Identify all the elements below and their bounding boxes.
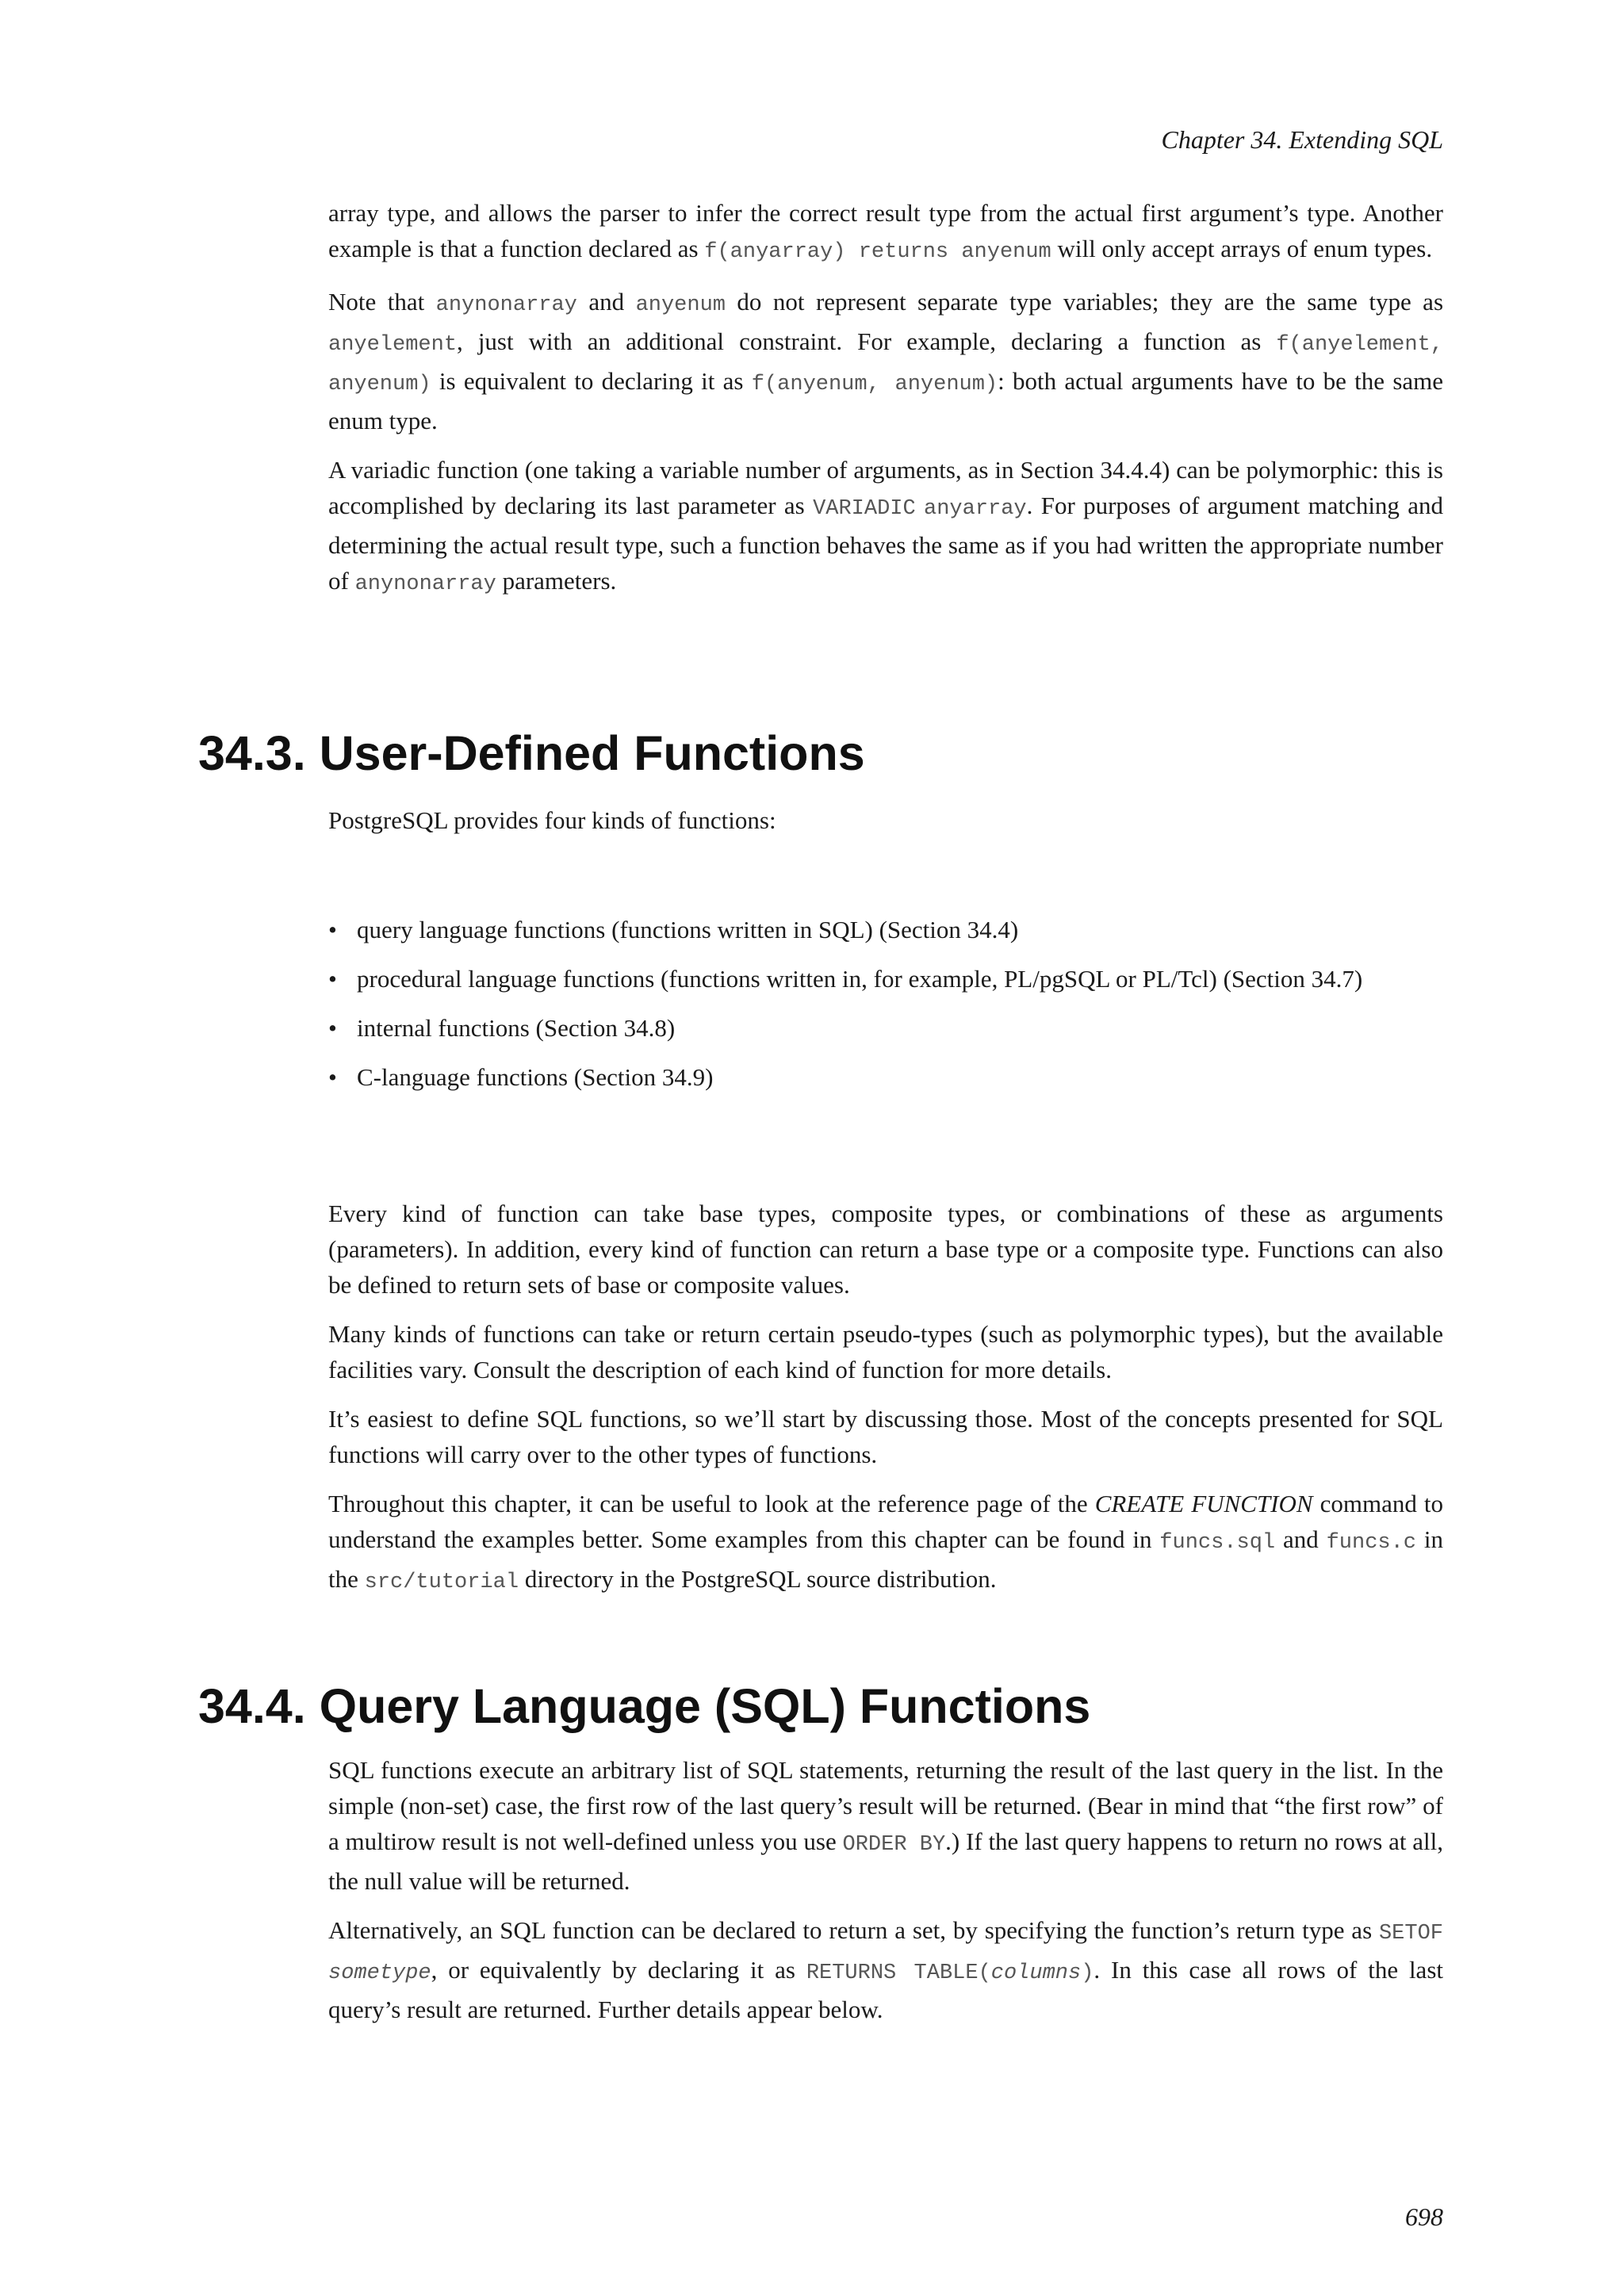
paragraph: Alternatively, an SQL function can be declared to return a set, by specifying the function’s return type as SETOF sometype, or equivalently by declaring it as RETURNS TABLE(columns). In this case all rows of the last query’s result are returned. Further details appear below. xyxy=(328,1916,1443,2023)
intro-paragraph-3: A variadic function (one taking a variable number of arguments, as in Section 34.4.4) can be polymorphic: this is accomplished by declaring its last parameter as VARIADIC anyarray. For purposes of argument matching and determining the actual result type, such a function behaves the same as if you had written the appropriate number of anynonarray parameters. xyxy=(328,456,1444,596)
section-34-3-lead xyxy=(328,802,1443,838)
paragraph: Many kinds of functions can take or return certain pseudo-types (such as polymorphic types), but the available facilities vary. Consult the description of each kind of function for more details. xyxy=(328,1320,1443,1383)
section-34-4-body xyxy=(328,1752,1443,2027)
list-item: • query language functions (functions written in SQL) (Section 34.4) xyxy=(328,912,1443,947)
list-item: • procedural language functions (functions written in, for example, PL/pgSQL or PL/Tcl) (Section 34.7) xyxy=(328,961,1443,997)
running-header: Chapter 34. Extending SQL xyxy=(1161,125,1443,154)
intro-paragraphs xyxy=(328,195,1443,603)
section-heading-34-3: 34.3. User-Defined Functions xyxy=(198,726,865,780)
intro-paragraph-2: Note that anynonarray and anyenum do not represent separate type variables; they are the same type as anyelement, just with an additional constraint. For example, declaring a function as f(anyelement, anyenum) is equivalent to declaring it as f(anyenum, anyenum): both actual arguments have to be the same enum type. xyxy=(328,288,1444,434)
paragraph: Every kind of function can take base types, composite types, or combinations of these as arguments (parameters). In addition, every kind of function can return a base type or a composite type. Functions can also be defined to return sets of base or composite values. xyxy=(328,1200,1443,1299)
list-item: • C-language functions (Section 34.9) xyxy=(328,1059,1443,1095)
section-heading-34-4: 34.4. Query Language (SQL) Functions xyxy=(198,1679,1091,1733)
list-item: • internal functions (Section 34.8) xyxy=(328,1010,1443,1046)
function-kinds-list xyxy=(328,912,1443,1108)
lead-paragraph: PostgreSQL provides four kinds of functions: xyxy=(328,806,776,834)
section-34-3-body xyxy=(328,1196,1443,1601)
paragraph: Throughout this chapter, it can be useful to look at the reference page of the CREATE FUNCTION command to understand the examples better. Some examples from this chapter can be found in funcs.sql and funcs.c in the src/tutorial directory in the PostgreSQL source distribution. xyxy=(328,1490,1443,1594)
page-number: 698 xyxy=(1405,2202,1443,2231)
paragraph: SQL functions execute an arbitrary list of SQL statements, returning the result of the last query in the list. In the simple (non-set) case, the first row of the last query’s result will be returned. (Bear in mind that “the first row” of a multirow result is not well-defined unless you use ORDER BY.) If the last query happens to return no rows at all, the null value will be returned. xyxy=(328,1756,1443,1895)
paragraph: It’s easiest to define SQL functions, so we’ll start by discussing those. Most of the concepts presented for SQL functions will carry over to the other types of functions. xyxy=(328,1405,1443,1468)
intro-paragraph-1: array type, and allows the parser to infer the correct result type from the actual first argument’s type. Another example is that a function declared as f(anyarray) returns anyenum will only accept arrays of enum types. xyxy=(328,199,1443,264)
